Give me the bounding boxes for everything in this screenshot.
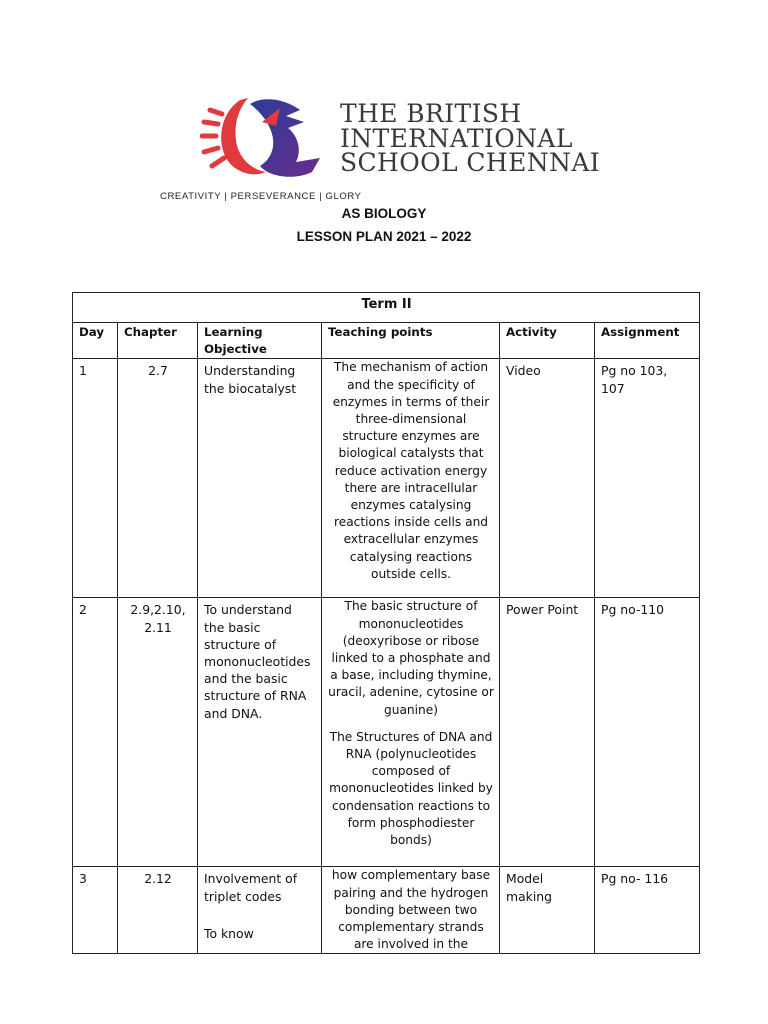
page-title: AS BIOLOGY: [341, 206, 427, 221]
teaching-point-text: how complementary base pairing and the hydrogen bonding between two complementary strands are involved in the: [331, 868, 491, 952]
school-tagline: CREATIVITY | PERSEVERANCE | GLORY: [160, 191, 362, 202]
table-row: [73, 359, 700, 598]
assignment-cell: Pg no- 116: [595, 867, 700, 954]
school-name: THE BRITISH INTERNATIONAL SCHOOL CHENNAI: [340, 99, 601, 177]
day-cell: 1: [73, 359, 118, 598]
objective-text: To understand the basic structure of mononucleotides and the basic structure of RNA and DNA.: [204, 602, 311, 721]
school-crest-icon: [200, 92, 334, 192]
day-cell: 3: [73, 867, 118, 954]
column-header-teaching-points: Teaching points: [322, 323, 500, 359]
term-header-row: [73, 293, 700, 323]
column-header-learning-objective: Learning Objective: [198, 323, 322, 359]
objective-text: Involvement of triplet codes: [204, 871, 298, 904]
teaching-points-cell: [322, 867, 500, 954]
assignment-cell: Pg no 103, 107: [595, 359, 700, 598]
teaching-points-cell: [322, 359, 500, 598]
page-subtitle: LESSON PLAN 2021 – 2022: [296, 229, 472, 244]
objective-cell: [198, 359, 322, 598]
column-header-activity: Activity: [500, 323, 595, 359]
activity-cell: Video: [500, 359, 595, 598]
lesson-plan-table: [72, 292, 700, 954]
activity-cell: Model making: [500, 867, 595, 954]
objective-text: Understanding the biocatalyst: [204, 363, 297, 396]
chapter-cell: 2.9,2.10, 2.11: [118, 598, 198, 867]
chapter-cell: 2.7: [118, 359, 198, 598]
teaching-point-text: The mechanism of action and the specificity of enzymes in terms of their three-dimensional structure enzymes are biological catalysts that reduce activation energy there are intracellular enzymes catalysing reactions inside cells and extracellular enzymes catalysing reactions outside cells.: [332, 360, 490, 581]
assignment-cell: Pg no-110: [595, 598, 700, 867]
objective-text: To know: [204, 925, 254, 941]
teaching-point-text: The basic structure of mononucleotides (deoxyribose or ribose linked to a phosphate and a base, including thymine, uracil, adenine, cytosine or guanine): [328, 599, 494, 717]
chapter-cell: 2.12: [118, 867, 198, 954]
teaching-points-cell: [322, 598, 500, 867]
column-header-row: [73, 323, 700, 359]
activity-cell: Power Point: [500, 598, 595, 867]
teaching-point-text: The Structures of DNA and RNA (polynucleotides composed of mononucleotides linked by condensation reactions to form phosphodiester bonds): [329, 729, 493, 848]
table-row: [73, 867, 700, 954]
day-cell: 2: [73, 598, 118, 867]
school-logo: [200, 92, 620, 204]
column-header-assignment: Assignment: [595, 323, 700, 359]
objective-cell: [198, 867, 322, 954]
objective-cell: [198, 598, 322, 867]
term-title: Term II: [73, 293, 700, 323]
column-header-chapter: Chapter: [118, 323, 198, 359]
column-header-day: Day: [73, 323, 118, 359]
table-row: [73, 598, 700, 867]
